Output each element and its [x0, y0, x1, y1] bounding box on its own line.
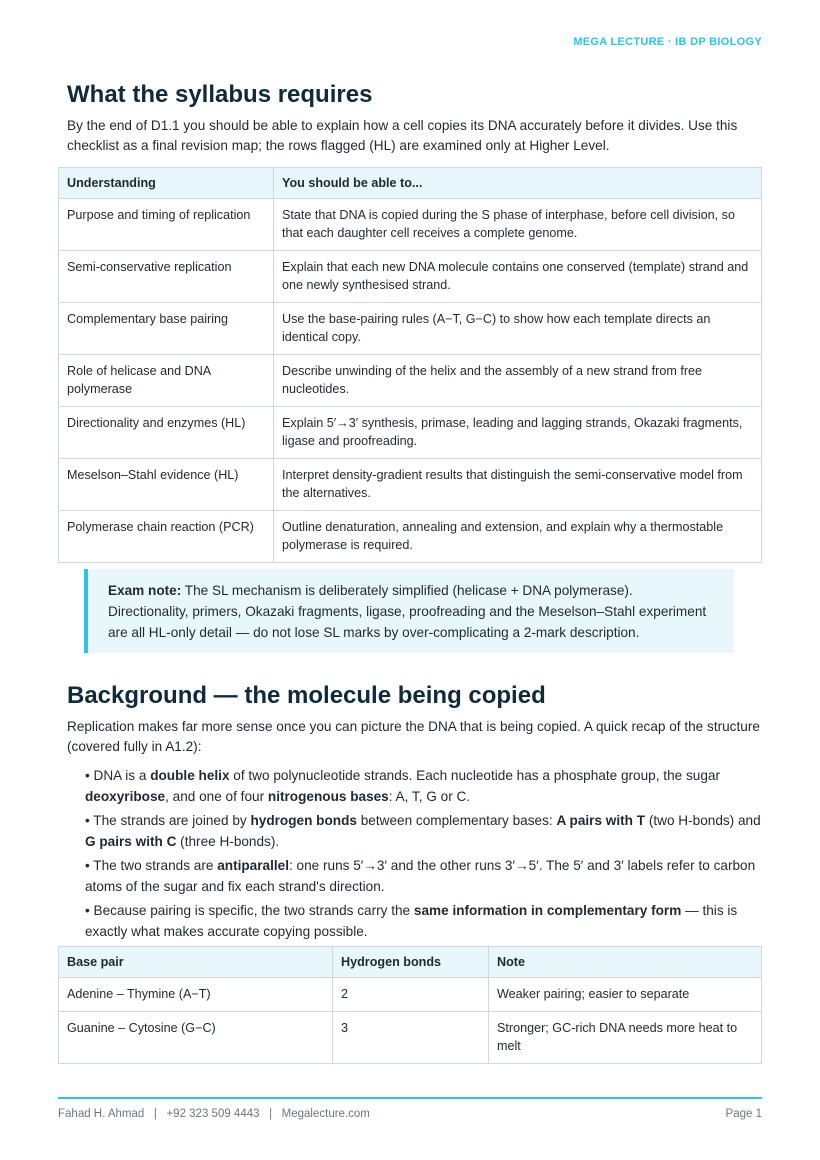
background-bullet-list — [85, 765, 762, 942]
pair-cell: Adenine – Thymine (A−T) — [59, 978, 333, 1012]
footer-divider — [58, 1097, 762, 1099]
outcome-cell: Use the base-pairing rules (A−T, G−C) to show how each template directs an identical copy. — [274, 303, 762, 355]
page-content — [67, 80, 762, 1064]
bold-term: nitrogenous bases — [267, 789, 389, 804]
base-pair-table-body — [59, 978, 762, 1064]
understanding-cell: Semi-conservative replication — [59, 251, 274, 303]
table-header-row — [59, 168, 762, 199]
list-item — [85, 810, 762, 852]
bullet-text: • The strands are joined by — [85, 813, 251, 828]
bullet-text: • Because pairing is specific, the two strands carry the — [85, 903, 414, 918]
table-row — [59, 1012, 762, 1064]
table-row — [59, 303, 762, 355]
understanding-cell: Directionality and enzymes (HL) — [59, 407, 274, 459]
bullet-text: , and one of four — [165, 789, 268, 804]
bold-term: deoxyribose — [85, 789, 166, 804]
header-brand: MEGA LECTURE · IB DP BIOLOGY — [573, 36, 762, 48]
background-intro: Replication makes far more sense once you can picture the DNA that is being copied. A quick recap of the structure (covered fully in A1.2): — [67, 719, 760, 754]
list-item — [85, 900, 762, 942]
table-row — [59, 511, 762, 563]
syllabus-title: What the syllabus requires — [67, 81, 373, 108]
base-pair-table — [58, 946, 762, 1064]
bold-term: A pairs with T — [556, 813, 646, 828]
bonds-cell: 3 — [333, 1012, 489, 1064]
understanding-cell: Polymerase chain reaction (PCR) — [59, 511, 274, 563]
outcome-cell: Explain 5′→3′ synthesis, primase, leading and lagging strands, Okazaki fragments, ligase and proofreading. — [274, 407, 762, 459]
outcome-cell: State that DNA is copied during the S phase of interphase, before cell division, so that each daughter cell receives a complete genome. — [274, 199, 762, 251]
pair-cell: Guanine – Cytosine (G−C) — [59, 1012, 333, 1064]
syllabus-table — [58, 167, 762, 563]
page-number: Page 1 — [725, 1108, 762, 1120]
outcome-cell: Explain that each new DNA molecule contains one conserved (template) strand and one newly synthesised strand. — [274, 251, 762, 303]
list-item — [85, 855, 762, 897]
bonds-cell: 2 — [333, 978, 489, 1012]
note-cell: Weaker pairing; easier to separate — [489, 978, 762, 1012]
outcome-cell: Outline denaturation, annealing and extension, and explain why a thermostable polymerase is required. — [274, 511, 762, 563]
syllabus-table-body — [59, 199, 762, 563]
understanding-cell: Purpose and timing of replication — [59, 199, 274, 251]
table-row — [59, 251, 762, 303]
list-item — [85, 765, 762, 807]
bullet-text: • DNA is a — [85, 768, 151, 783]
column-header-understanding: Understanding — [59, 168, 274, 199]
column-header-hydrogen-bonds: Hydrogen bonds — [333, 947, 489, 978]
bold-term: G pairs with C — [85, 834, 177, 849]
bullet-text: of two polynucleotide strands. Each nucleotide has a phosphate group, the sugar — [229, 768, 720, 783]
outcome-cell: Interpret density-gradient results that distinguish the semi-conservative model from the alternatives. — [274, 459, 762, 511]
exam-note-text: The SL mechanism is deliberately simplified (helicase + DNA polymerase). Directionality, primers, Okazaki fragments, ligase, proofreading and the Meselson–Stahl experiment are all HL-only detail — do not lose SL marks by over-complicating a 2-mark description. — [108, 583, 707, 640]
bold-term: hydrogen bonds — [250, 813, 357, 828]
bold-term: same information in complementary form — [413, 903, 682, 918]
table-row — [59, 407, 762, 459]
bold-term: antiparallel — [217, 858, 289, 873]
table-row — [59, 978, 762, 1012]
table-header-row — [59, 947, 762, 978]
table-row — [59, 355, 762, 407]
understanding-cell: Complementary base pairing — [59, 303, 274, 355]
outcome-cell: Describe unwinding of the helix and the assembly of a new strand from free nucleotides. — [274, 355, 762, 407]
note-cell: Stronger; GC-rich DNA needs more heat to melt — [489, 1012, 762, 1064]
column-header-base-pair: Base pair — [59, 947, 333, 978]
exam-note-label: Exam note: — [108, 583, 182, 598]
understanding-cell: Role of helicase and DNA polymerase — [59, 355, 274, 407]
footer-contact: Fahad H. Ahmad | +92 323 509 4443 | Megalecture.com — [58, 1108, 370, 1120]
bullet-text: • The two strands are — [85, 858, 218, 873]
bullet-text: : one runs 5′→3′ and the other runs 3′→5′. The 5′ and 3′ labels refer to carbon atoms of the sugar and fix each strand's direction. — [85, 858, 756, 894]
understanding-cell: Meselson–Stahl evidence (HL) — [59, 459, 274, 511]
column-header-outcome: You should be able to... — [274, 168, 762, 199]
table-row — [59, 199, 762, 251]
exam-note-callout — [84, 569, 734, 653]
bullet-text: (three H-bonds). — [176, 834, 280, 849]
syllabus-intro: By the end of D1.1 you should be able to explain how a cell copies its DNA accurately before it divides. Use this checklist as a final revision map; the rows flagged (HL) are examined only at Higher Level. — [67, 118, 738, 153]
column-header-note: Note — [489, 947, 762, 978]
bullet-text: (two H-bonds) and — [645, 813, 761, 828]
bold-term: double helix — [150, 768, 230, 783]
bullet-text: between complementary bases: — [356, 813, 557, 828]
bullet-text: : A, T, G or C. — [388, 789, 471, 804]
table-row — [59, 459, 762, 511]
bullet-text: — this is exactly what makes accurate copying possible. — [85, 903, 738, 939]
background-title: Background — the molecule being copied — [67, 682, 546, 709]
